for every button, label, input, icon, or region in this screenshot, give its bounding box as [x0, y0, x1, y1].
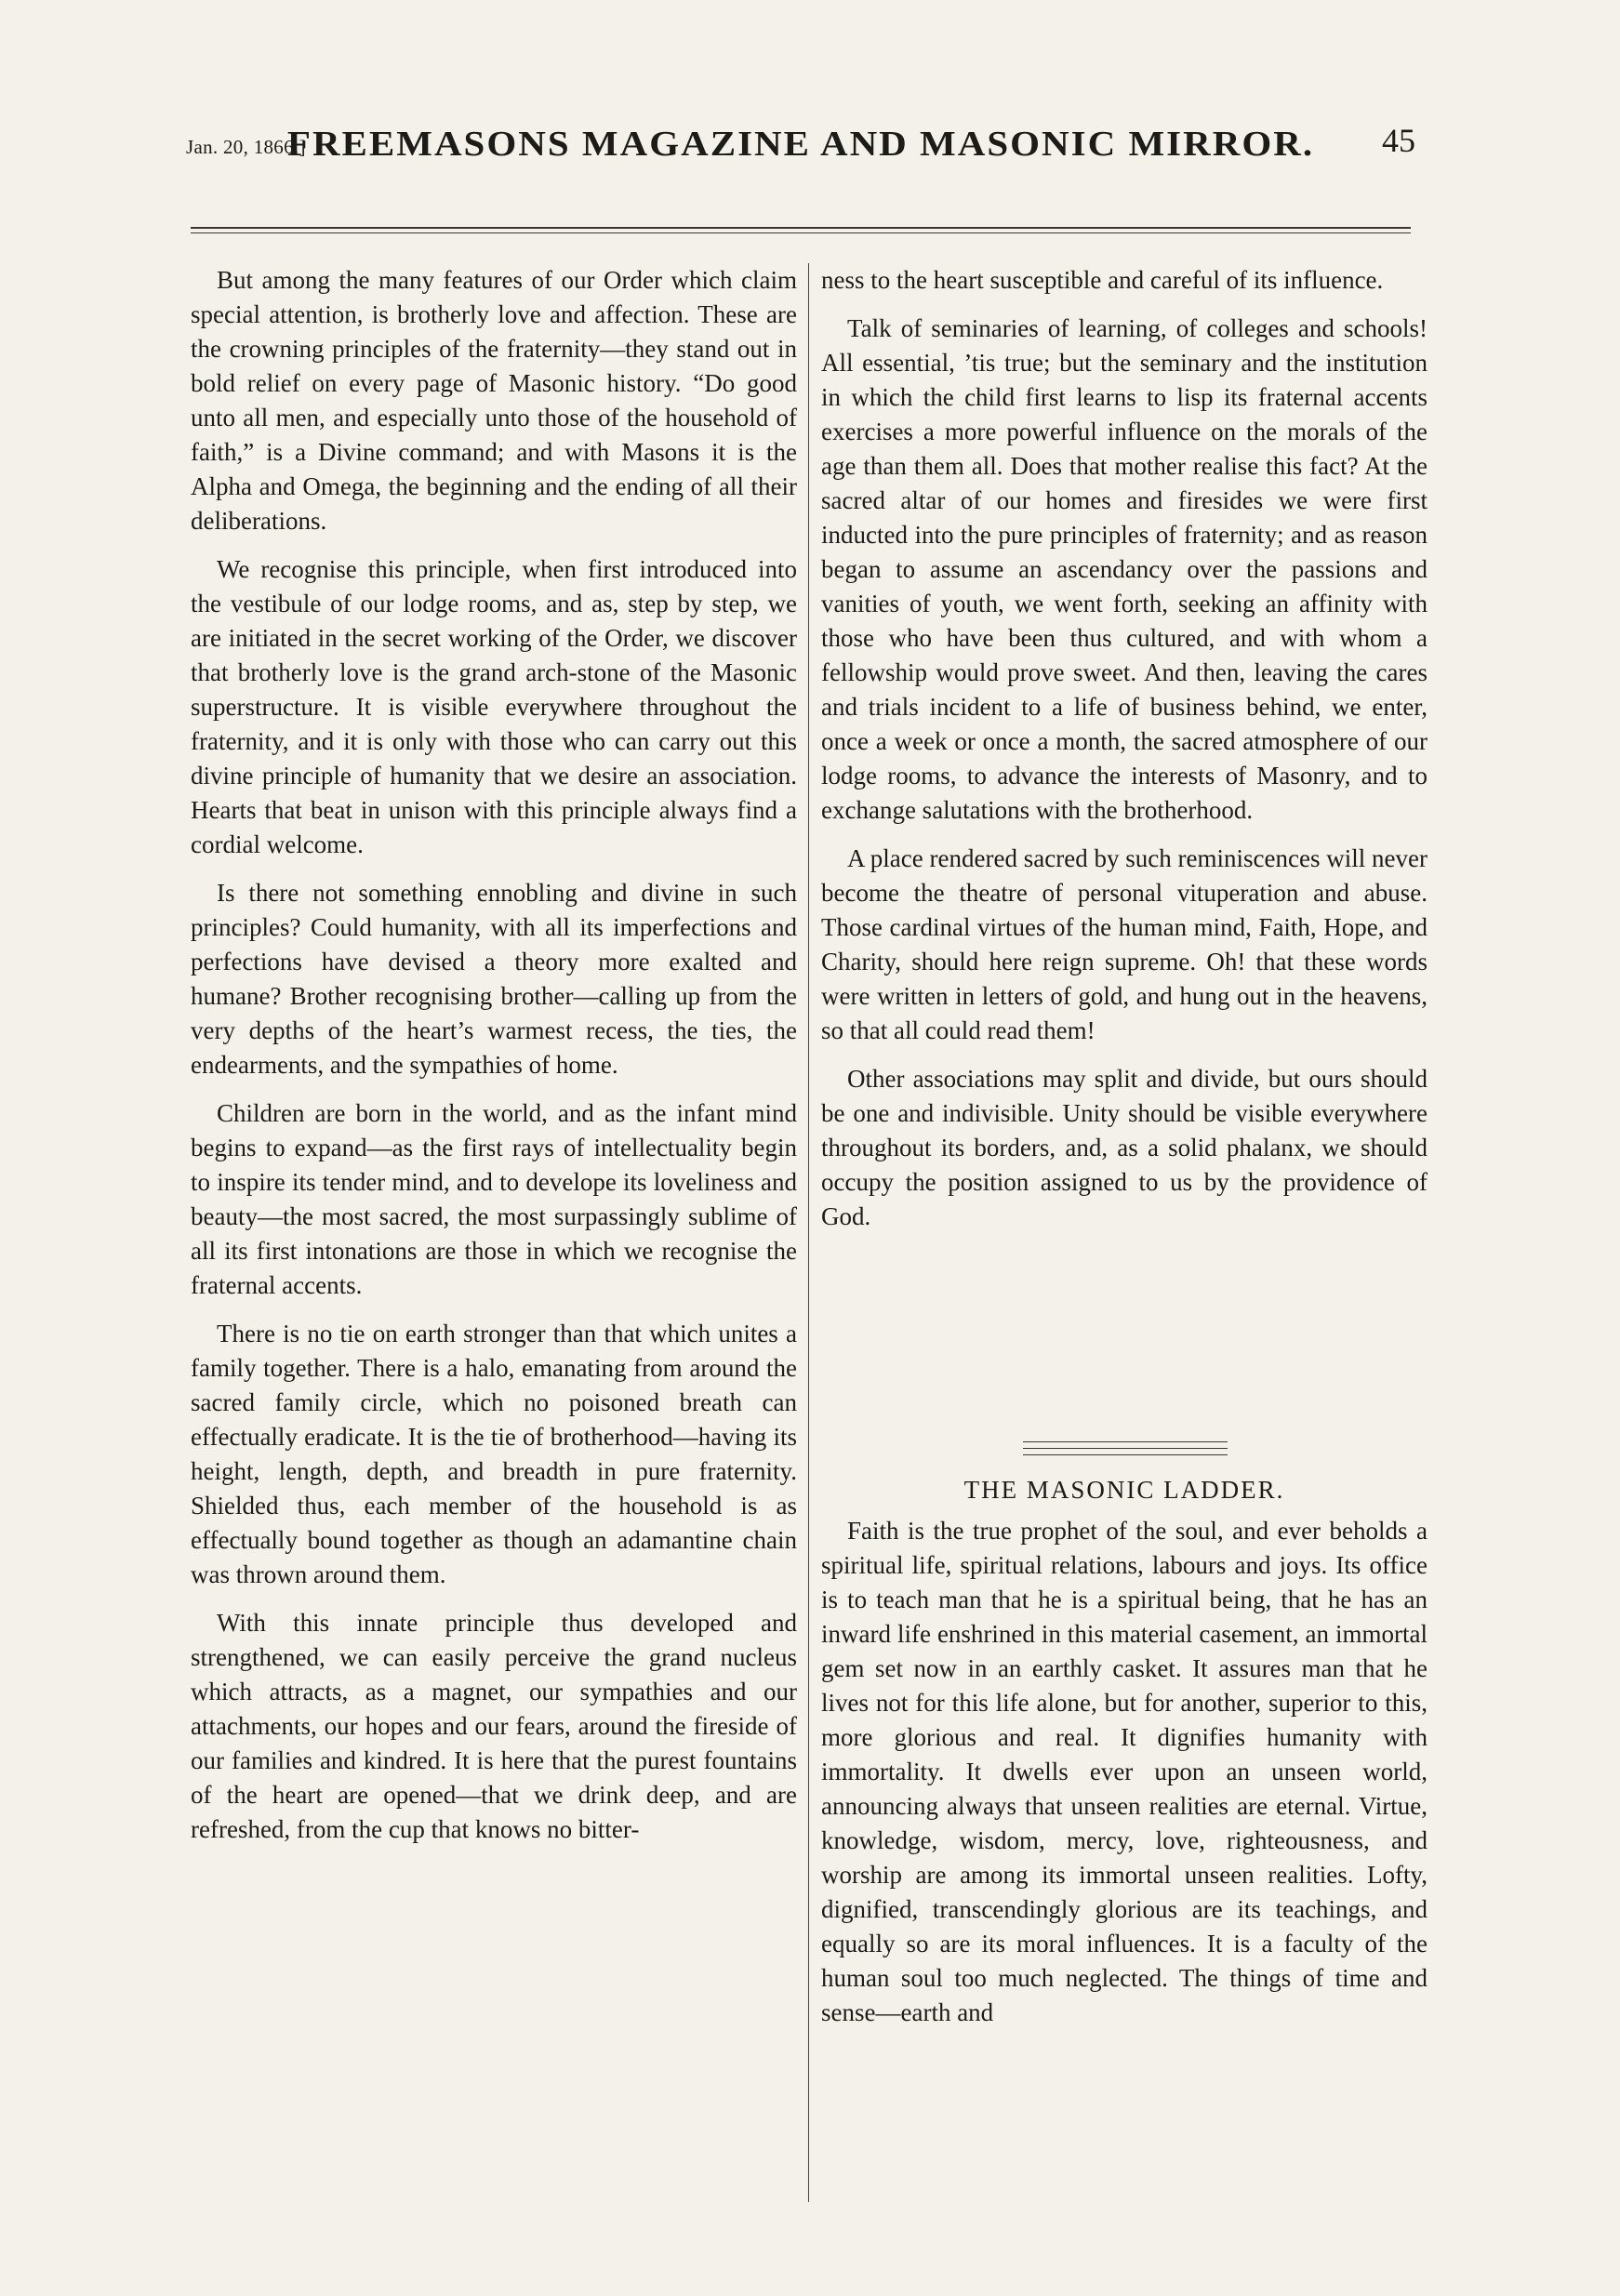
section-body	[821, 1514, 1427, 2030]
paragraph: Talk of seminaries of learning, of colleges and schools! All essential, ’tis true; but the seminary and the institution in which the child first learns to lisp its fraternal accents exercises a more powerful influence on the morals of the age than them all. Does that mother realise this fact? At the sacred altar of our homes and firesides we were first inducted into the pure principles of fraternity; and as reason began to assume an ascendancy over the passions and vanities of youth, we went forth, seeking an affinity with those who have been thus cultured, and with whom a fellowship would prove sweet. And then, leaving the cares and trials incident to a life of business behind, we enter, once a week or once a month, the sacred atmosphere of our lodge rooms, to advance the interests of Masonry, and to exchange salutations with the brotherhood.	[821, 314, 1427, 824]
paragraph: Faith is the true prophet of the soul, and ever beholds a spiritual life, spiritual relations, labours and joys. Its office is to teach man that he is a spiritual being, that he has an inward life enshrined in this material casement, an immortal gem set now in an earthly casket. It assures man that he lives not for this life alone, but for another, superior to this, more glorious and real. It dignifies humanity with immortality. It dwells ever upon an unseen world, announcing always that unseen realities are eternal. Virtue, knowledge, wisdom, mercy, love, righteousness, and worship are among its immortal unseen realities. Lofty, dignified, transcendingly glorious are its teachings, and equally so are its moral influences. It is a faculty of the human soul too much neglected. The things of time and sense—earth and	[821, 1517, 1427, 2026]
section-heading: THE MASONIC LADDER.	[963, 1476, 1285, 1504]
page-number: 45	[1382, 122, 1415, 159]
right-column	[821, 263, 1427, 1248]
publication-title: FREEMASONS MAGAZINE AND MASONIC MIRROR.	[286, 123, 1315, 164]
paragraph: A place rendered sacred by such reminiscences will never become the theatre of personal vituperation and abuse. Those cardinal virtues of the human mind, Faith, Hope, and Charity, should here reign supreme. Oh! that these words were written in letters of gold, and hung out in the heavens, so that all could read them!	[821, 844, 1427, 1044]
section-separator-rule	[1023, 1441, 1228, 1442]
paragraph: Other associations may split and divide, but ours should be one and indivisible. Unity should be visible everywhere throughout its borders, and, as a solid phalanx, we should occupy the position assigned to us by the providence of God.	[821, 1065, 1427, 1230]
paragraph: We recognise this principle, when first introduced into the vestibule of our lodge rooms, and as, step by step, we are initiated in the secret working of the Order, we discover that brotherly love is the grand arch-stone of the Masonic superstructure. It is visible everywhere throughout the fraternity, and it is only with those who can carry out this divine principle of humanity that we desire an association. Hearts that beat in unison with this principle always find a cordial welcome.	[191, 555, 797, 858]
paragraph-continuation: ness to the heart susceptible and careful of its influence.	[821, 266, 1384, 294]
header-rule-thick	[191, 227, 1411, 229]
column-divider	[808, 263, 809, 2202]
paragraph: With this innate principle thus developed and strengthened, we can easily perceive the grand nucleus which attracts, as a magnet, our sympathies and our attachments, our hopes and our fears, around the fireside of our families and kindred. It is here that the purest fountains of the heart are opened—that we drink deep, and are refreshed, from the cup that knows no bitter-	[191, 1609, 797, 1843]
paragraph: But among the many features of our Order which claim special attention, is brotherly love and affection. These are the crowning principles of the fraternity—they stand out in bold relief on every page of Masonic history. “Do good unto all men, and especially unto those of the household of faith,” is a Divine command; and with Masons it is the Alpha and Omega, the beginning and the ending of all their deliberations.	[191, 266, 797, 535]
paragraph: There is no tie on earth stronger than that which unites a family together. There is a halo, emanating from around the sacred family circle, which no poisoned breath can effectually eradicate. It is the tie of brotherhood—having its height, length, depth, and breadth in pure fraternity. Shielded thus, each member of the household is as effectually bound together as though an adamantine chain was thrown around them.	[191, 1320, 797, 1588]
running-head	[186, 119, 1415, 171]
paragraph: Is there not something ennobling and divine in such principles? Could humanity, with all its imperfections and perfections have devised a theory more exalted and humane? Brother recognising brother—calling up from the very depths of the heart’s warmest recess, the ties, the endearments, and the sympathies of home.	[191, 879, 797, 1079]
left-column	[191, 263, 797, 1861]
header-rule-thin	[191, 232, 1411, 233]
section-separator-rule	[1023, 1448, 1228, 1449]
paragraph: Children are born in the world, and as the infant mind begins to expand—as the first rays of intellectuality begin to inspire its tender mind, and to develope its loveliness and beauty—the most sacred, the most surpassingly sublime of all its first intonations are those in which we recognise the fraternal accents.	[191, 1099, 797, 1299]
issue-date: Jan. 20, 1866.]	[186, 136, 306, 158]
section-separator-rule	[1023, 1454, 1228, 1455]
